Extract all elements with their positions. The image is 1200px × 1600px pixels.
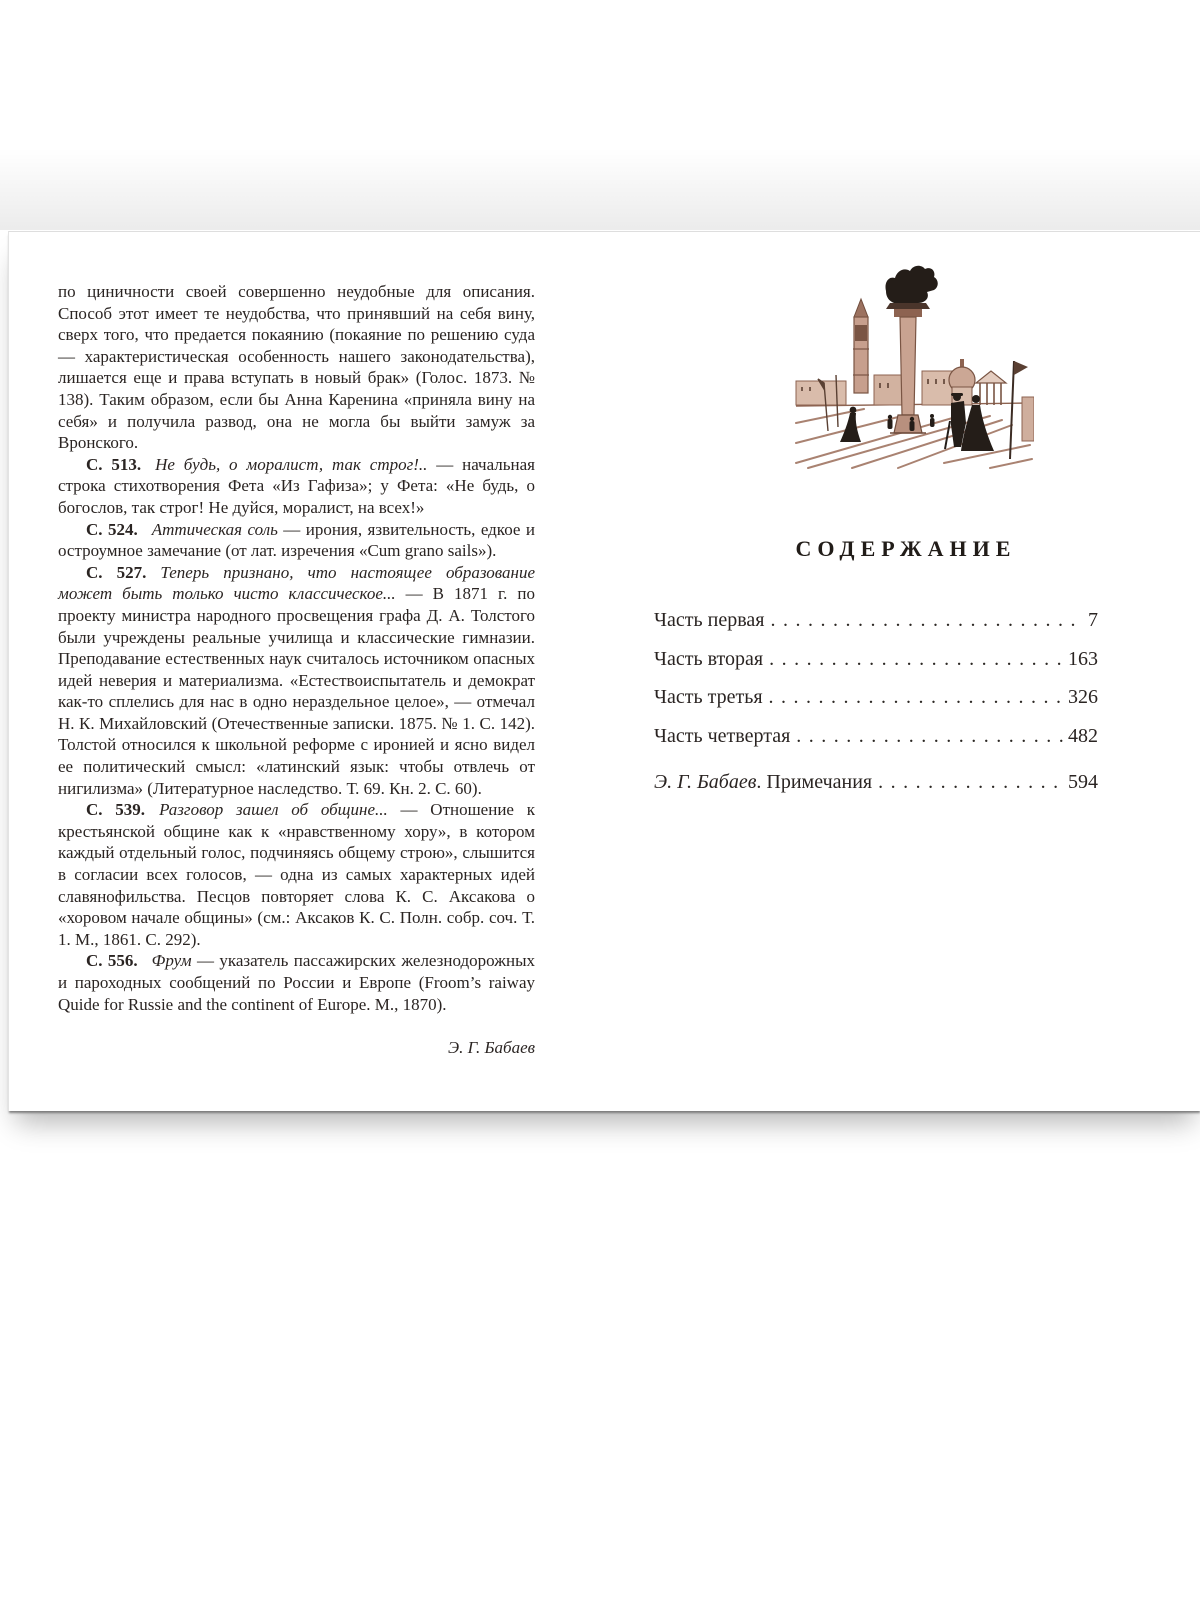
background-buildings bbox=[796, 371, 956, 405]
note-page-ref: С. 524. bbox=[86, 519, 138, 539]
note-page-ref: С. 513. bbox=[86, 454, 142, 474]
italic-run: Фрум bbox=[151, 951, 197, 971]
toc-entry-label bbox=[654, 763, 872, 802]
text-run: — начальная строка стихотворения Фета «Из Гафиза»; у Фета: «Не будь, о богослов, так строг! Не дуйся, моралист, на всех!» bbox=[58, 454, 536, 517]
toc-entry bbox=[654, 717, 1098, 756]
page-top-shadow bbox=[0, 148, 1200, 230]
text-run: Часть вторая bbox=[654, 647, 764, 670]
toc-entry-label bbox=[654, 601, 764, 640]
note-paragraph bbox=[58, 519, 535, 562]
italic-run: Не будь, о моралист, так строг!.. bbox=[155, 454, 437, 474]
toc-entry-page-number: 482 bbox=[1068, 724, 1098, 747]
book-page-sheet bbox=[8, 231, 1200, 1111]
italic-run: Разговор зашел об общине... bbox=[159, 800, 401, 820]
text-run: Часть первая bbox=[654, 609, 765, 631]
toc-entry-page-number: 163 bbox=[1068, 647, 1098, 670]
toc-entry bbox=[654, 678, 1098, 717]
toc-entry bbox=[654, 601, 1098, 640]
toc-list bbox=[654, 601, 1098, 802]
italic-run: Э. Г. Бабаев bbox=[654, 771, 757, 794]
note-paragraph bbox=[58, 562, 535, 800]
toc-entry bbox=[654, 640, 1098, 679]
note-paragraph bbox=[58, 454, 535, 519]
note-paragraph bbox=[58, 281, 535, 454]
dot-leader bbox=[770, 601, 1084, 640]
note-paragraph bbox=[58, 799, 535, 950]
notes-paragraphs bbox=[58, 281, 535, 1015]
dot-leader bbox=[796, 717, 1064, 756]
text-run: Часть четвертая bbox=[654, 724, 791, 747]
dot-leader bbox=[769, 640, 1064, 679]
text-run: — указатель пассажирских железнодорожных и пароходных сообщений по России и Европе (Froom’s raiway Quide for Russie and the continent of Europe. М., 1870). bbox=[58, 951, 535, 1014]
st-mark-column bbox=[885, 266, 937, 433]
text-run: . Примечания bbox=[756, 771, 873, 794]
winged-lion-statue bbox=[885, 266, 937, 303]
dot-leader bbox=[769, 678, 1064, 717]
toc-entry-label bbox=[654, 640, 763, 679]
note-page-ref: С. 527. bbox=[86, 562, 147, 582]
venice-illustration bbox=[794, 263, 1034, 469]
toc-entry-page-number: 326 bbox=[1068, 686, 1098, 709]
left-page-notes bbox=[58, 281, 535, 1059]
note-page-ref: С. 539. bbox=[86, 800, 146, 820]
notes-signature: Э. Г. Бабаев bbox=[447, 1038, 535, 1058]
italic-run: Аттическая соль bbox=[151, 519, 284, 539]
toc-entry-page-number: 594 bbox=[1068, 771, 1098, 794]
note-paragraph bbox=[58, 950, 535, 1015]
text-run: по циничности своей совершенно неудобные для описания. Способ этот имеет те неудобства, что принявший на себя вину, сверх того, что предается покаянию (покаяние по решению суда — характеристическая особенность нашего законодательства), лишается еще и права вступать в новый брак» (Голос. 1873. № 138). Таким образом, если бы Анна Каренина «приняла вину на себя» и получила развод, она не могла бы выйти замуж за Вронского. bbox=[58, 282, 535, 453]
text-run: Часть третья bbox=[654, 686, 763, 709]
italic-run: Теперь признано, что настоящее образование может быть только чисто классическое... bbox=[58, 562, 536, 604]
text-run: — ирония, язвительность, едкое и остроумное замечание (от лат. изречения «Cum grano sails»). bbox=[58, 519, 535, 561]
note-page-ref: С. 556. bbox=[86, 951, 138, 971]
text-run: — Отношение к крестьянской общине как к «нравственному хору», в котором каждый отдельный голос, подчиняясь общему строю», слышится в согласии всех голосов, — одна из самых характерных идей славянофильства. Песцов повторяет слова К. С. Аксакова о «хоровом начале общины» (см.: Аксаков К. С. Полн. собр. соч. Т. 1. М., 1861. С. 292). bbox=[58, 800, 535, 949]
toc-entry-label bbox=[654, 678, 763, 717]
campanile-tower bbox=[853, 299, 869, 393]
toc-entry-label bbox=[654, 717, 790, 756]
toc-entry-page-number: 7 bbox=[1088, 609, 1098, 631]
toc-entry bbox=[654, 763, 1098, 802]
dot-leader bbox=[878, 763, 1064, 802]
right-page-contents bbox=[654, 232, 1098, 802]
contents-title: СОДЕРЖАНИЕ bbox=[795, 536, 1017, 561]
text-run: — В 1871 г. по проекту министра народного просвещения графа Д. А. Толстого были учреждены реальные училища и классические гимназии. Преподавание естественных наук считалось источником опасных идей неверия и материализма. «Естествоиспытатель и демократ как-то сплелись для нас в одно нераздельное целое», — отмечал Н. К. Михайловский (Отечественные записки. 1875. № 1. С. 142). Толстой относился к школьной реформе с иронией и ясно видел ее политический смысл: «латинский язык: чтобы отвлечь от нигилизма» (Литературное наследство. Т. 69. Кн. 2. С. 60). bbox=[58, 584, 535, 798]
